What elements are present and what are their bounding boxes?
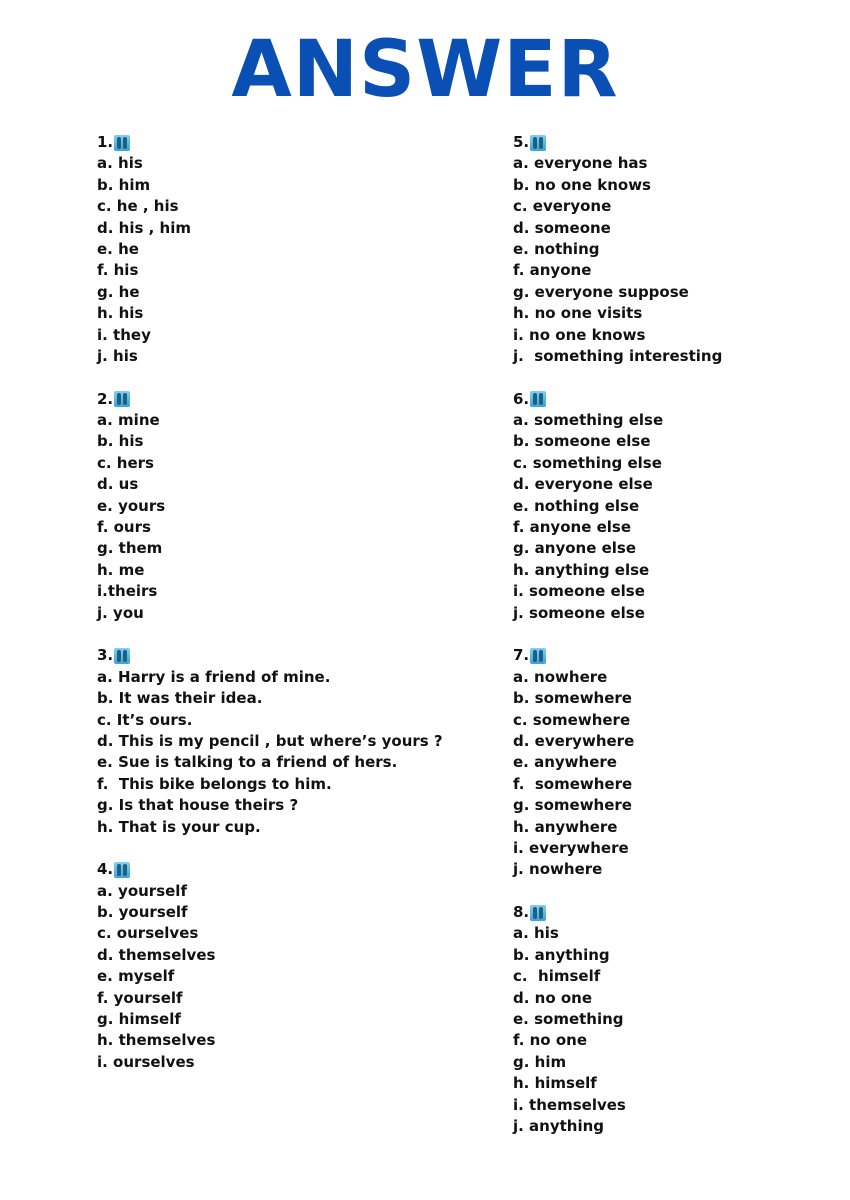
x-ray-icon <box>530 648 546 664</box>
answer-line: a. mine <box>97 411 160 430</box>
answer-line: c. somewhere <box>513 710 631 729</box>
answer-line: d. themselves <box>97 945 216 964</box>
answer-line: a. his <box>513 924 559 943</box>
exercise-section <box>97 859 487 1073</box>
answer-line: g. everyone suppose <box>513 282 689 301</box>
exercise-number: 4. <box>97 860 114 879</box>
answer-line: b. someone else <box>513 432 651 451</box>
answer-line: f. yourself <box>97 988 183 1007</box>
exercise-heading <box>97 132 487 153</box>
answer-line: d. us <box>97 475 139 494</box>
answer-line: e. something <box>513 1010 624 1029</box>
answer-line: i. everywhere <box>513 838 629 857</box>
answer-line: c. It’s ours. <box>97 710 193 729</box>
answer-line: i. themselves <box>513 1095 626 1114</box>
answer-line: a. something else <box>513 411 664 430</box>
answer-line: e. yours <box>97 496 166 515</box>
answer-line: d. everywhere <box>513 731 635 750</box>
exercise-section <box>97 645 487 838</box>
exercise-number: 1. <box>97 133 114 151</box>
x-ray-icon <box>114 391 130 407</box>
exercise-section <box>513 902 843 1137</box>
answer-line: f. anyone else <box>513 518 632 537</box>
answer-line: a. everyone has <box>513 154 648 173</box>
exercise-number: 3. <box>97 646 114 665</box>
left-column <box>97 132 487 1095</box>
exercise-section <box>513 132 843 367</box>
answer-line: e. Sue is talking to a friend of hers. <box>97 753 398 772</box>
x-ray-icon <box>530 905 546 921</box>
x-ray-icon <box>114 648 130 664</box>
answer-line: d. someone <box>513 218 611 237</box>
answer-line: d. everyone else <box>513 475 653 494</box>
answer-line: i. ourselves <box>97 1052 195 1071</box>
answer-line: g. them <box>97 539 163 558</box>
answer-line: i.theirs <box>97 582 158 601</box>
answer-line: j. his <box>97 346 138 365</box>
answer-line: h. his <box>97 304 144 323</box>
answer-line: c. hers <box>97 453 154 472</box>
answer-line: i. someone else <box>513 582 645 601</box>
answer-line: g. Is that house theirs ? <box>97 796 299 815</box>
answer-line: d. This is my pencil , but where’s yours ? <box>97 731 443 750</box>
answer-line: j. nowhere <box>513 860 603 879</box>
answer-line: f. somewhere <box>513 774 633 793</box>
answer-line: e. nothing else <box>513 496 640 515</box>
answer-line: j. anything <box>513 1116 605 1135</box>
answer-line: f. ours <box>97 518 151 537</box>
answer-line: d. his , him <box>97 218 191 237</box>
answer-line: h. anywhere <box>513 817 618 836</box>
answer-line: h. That is your cup. <box>97 817 261 836</box>
answer-line: g. himself <box>97 1010 181 1029</box>
answer-line: b. yourself <box>97 903 188 922</box>
answer-line: d. no one <box>513 988 593 1007</box>
answer-line: i. no one knows <box>513 325 646 344</box>
exercise-heading <box>97 389 487 410</box>
x-ray-icon <box>530 391 546 407</box>
exercise-heading <box>513 645 843 666</box>
exercise-heading <box>513 389 843 410</box>
answer-line: j. someone else <box>513 603 645 622</box>
answer-line: a. nowhere <box>513 667 608 686</box>
exercise-number: 8. <box>513 903 530 922</box>
answer-line: e. myself <box>97 967 175 986</box>
answer-line: h. anything else <box>513 560 650 579</box>
exercise-heading <box>97 645 487 666</box>
answer-line: h. himself <box>513 1074 597 1093</box>
exercise-section <box>513 645 843 880</box>
answer-line: g. him <box>513 1052 567 1071</box>
answer-line: h. themselves <box>97 1031 216 1050</box>
answer-line: j. you <box>97 603 144 622</box>
answer-line: b. It was their idea. <box>97 689 263 708</box>
answer-line: b. somewhere <box>513 689 632 708</box>
answer-line: c. something else <box>513 453 662 472</box>
exercise-section <box>97 389 487 624</box>
answer-line: a. Harry is a friend of mine. <box>97 667 331 686</box>
answer-line: e. anywhere <box>513 753 617 772</box>
answer-line: b. anything <box>513 945 610 964</box>
exercise-number: 7. <box>513 646 530 665</box>
answer-line: c. ourselves <box>97 924 199 943</box>
answer-line: f. his <box>97 261 139 280</box>
answer-line: a. yourself <box>97 881 187 900</box>
exercise-heading <box>513 902 843 923</box>
answer-line: f. no one <box>513 1031 587 1050</box>
answer-line: h. no one visits <box>513 304 643 323</box>
answer-line: c. he , his <box>97 197 179 216</box>
answer-line: b. his <box>97 432 144 451</box>
answer-line: c. everyone <box>513 197 612 216</box>
exercise-section <box>97 132 487 367</box>
x-ray-icon <box>114 862 130 878</box>
exercise-section <box>513 389 843 624</box>
answer-line: b. him <box>97 175 151 194</box>
page-title: ANSWER <box>231 25 619 115</box>
answer-line: f. This bike belongs to him. <box>97 774 332 793</box>
answer-line: c. himself <box>513 967 601 986</box>
answer-line: g. anyone else <box>513 539 637 558</box>
right-column <box>513 132 843 1159</box>
exercise-number: 6. <box>513 389 530 408</box>
exercise-heading <box>513 132 843 153</box>
answer-line: g. he <box>97 282 140 301</box>
answer-line: g. somewhere <box>513 796 632 815</box>
answer-line: f. anyone <box>513 261 592 280</box>
answer-line: b. no one knows <box>513 175 651 194</box>
exercise-number: 5. <box>513 133 530 151</box>
x-ray-icon <box>530 135 546 151</box>
answer-line: h. me <box>97 560 145 579</box>
answer-line: e. he <box>97 239 139 258</box>
exercise-number: 2. <box>97 389 114 408</box>
exercise-heading <box>97 859 487 880</box>
answer-line: i. they <box>97 325 151 344</box>
answer-line: j. something interesting <box>513 346 723 365</box>
x-ray-icon <box>114 135 130 151</box>
answer-line: e. nothing <box>513 239 600 258</box>
answer-line: a. his <box>97 154 143 173</box>
